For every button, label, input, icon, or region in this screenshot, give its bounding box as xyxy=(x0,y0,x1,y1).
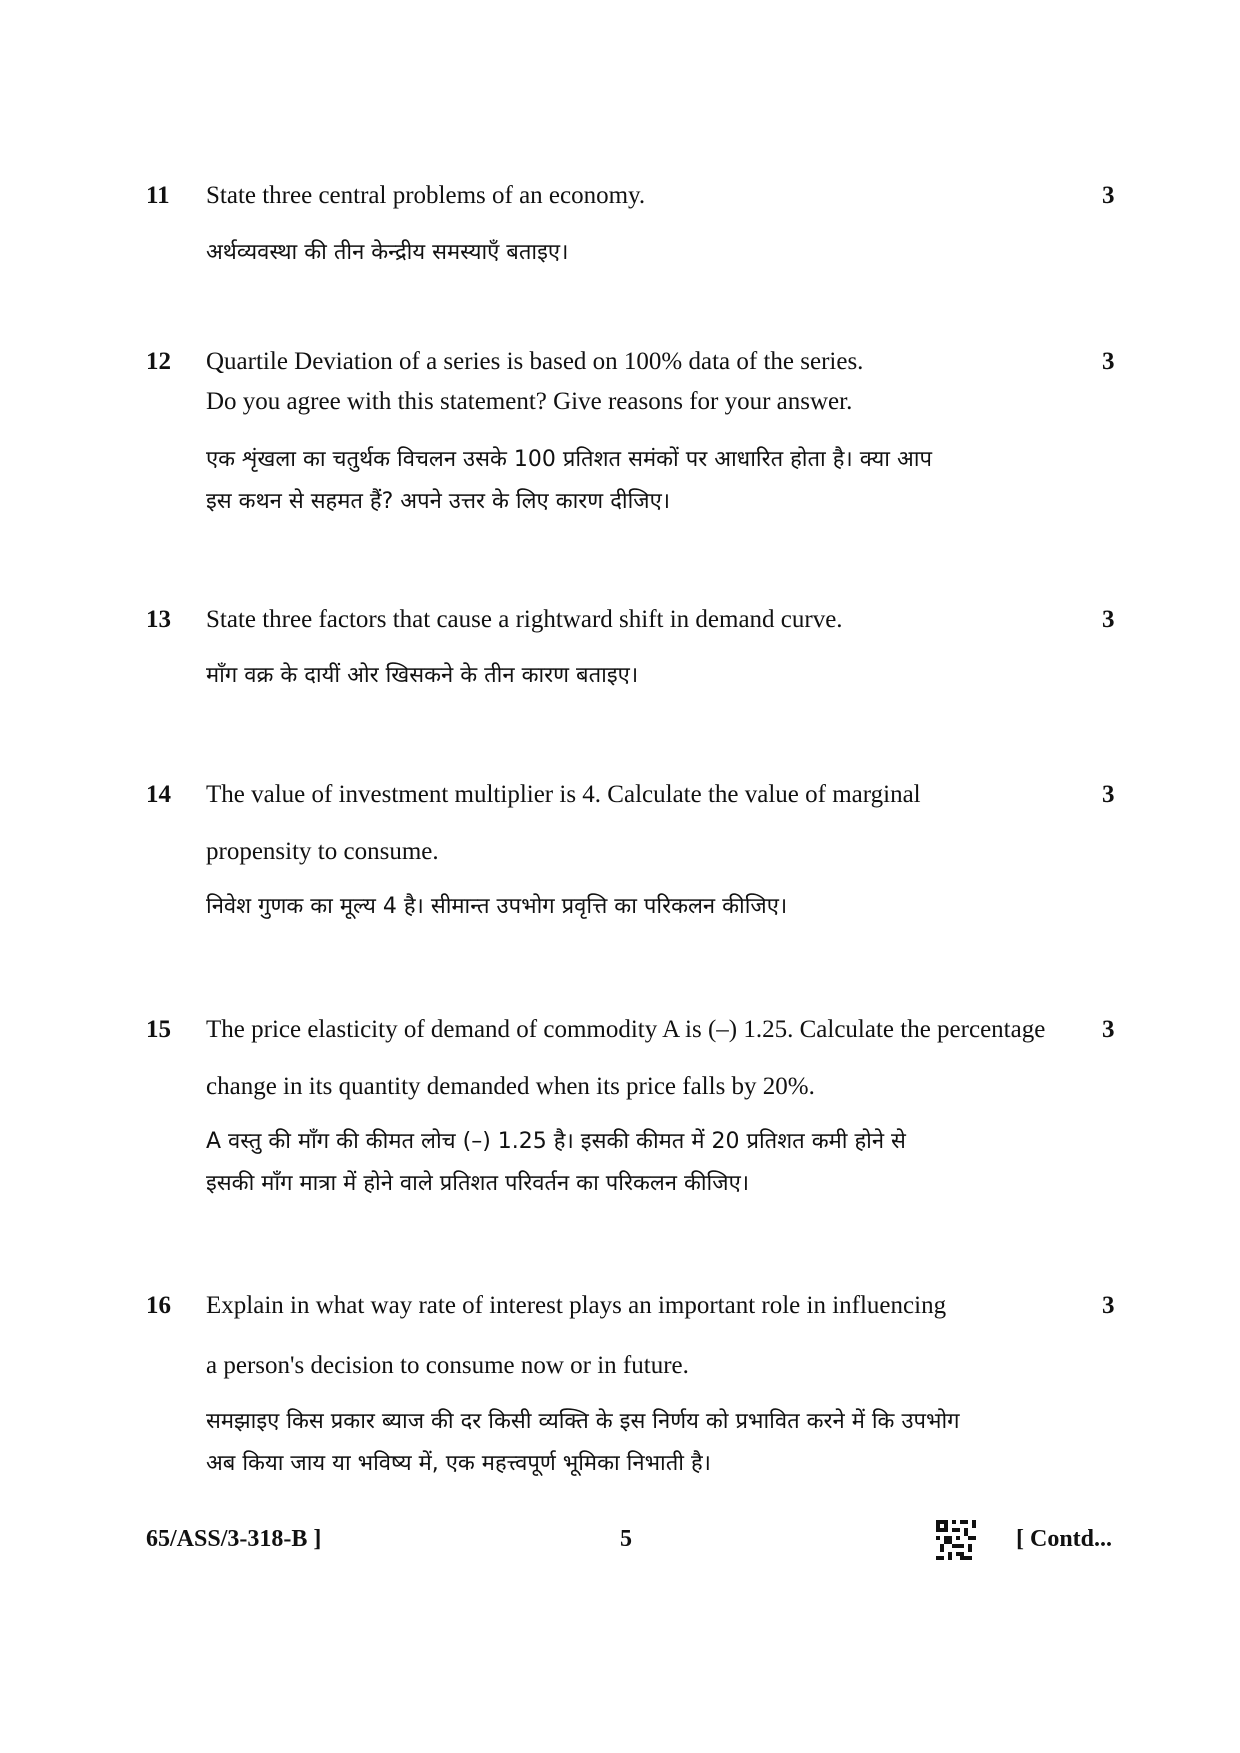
question-text-hindi: A वस्तु की माँग की कीमत लोच (–) 1.25 है। इसकी कीमत में 20 प्रतिशत कमी होने से xyxy=(206,1129,906,1154)
question-number: 14 xyxy=(146,781,171,808)
question-text-english: Explain in what way rate of interest plays an important role in influencing xyxy=(206,1292,947,1319)
question-text-english: propensity to consume. xyxy=(206,838,439,865)
question-text-english: The price elasticity of demand of commodity A is (–) 1.25. Calculate the percentage xyxy=(206,1016,1046,1043)
question-text-hindi: अब किया जाय या भविष्य में, एक महत्त्वपूर्ण भूमिका निभाती है। xyxy=(206,1451,711,1476)
question-text-english: Quartile Deviation of a series is based on 100% data of the series. xyxy=(206,348,864,375)
question-number: 15 xyxy=(146,1016,171,1043)
question-marks: 3 xyxy=(1102,1016,1115,1043)
question-marks: 3 xyxy=(1102,781,1115,808)
question-text-english: State three central problems of an economy. xyxy=(206,182,646,209)
question-text-hindi: एक शृंखला का चतुर्थक विचलन उसके 100 प्रतिशत समंकों पर आधारित होता है। क्या आप xyxy=(206,447,932,472)
question-text-english: State three factors that cause a rightward shift in demand curve. xyxy=(206,606,843,633)
question-text-hindi: अर्थव्यवस्था की तीन केन्द्रीय समस्याएँ बताइए। xyxy=(206,240,569,265)
question-number: 16 xyxy=(146,1292,171,1319)
question-number: 12 xyxy=(146,348,171,375)
question-text-hindi: निवेश गुणक का मूल्य 4 है। सीमान्त उपभोग प्रवृत्ति का परिकलन कीजिए। xyxy=(206,894,788,919)
question-text-english: change in its quantity demanded when its price falls by 20%. xyxy=(206,1073,815,1100)
question-number: 11 xyxy=(146,182,170,209)
question-marks: 3 xyxy=(1102,182,1115,209)
question-text-hindi: समझाइए किस प्रकार ब्याज की दर किसी व्यक्ति के इस निर्णय को प्रभावित करने में कि उपभोग xyxy=(206,1409,960,1434)
question-text-hindi: इसकी माँग मात्रा में होने वाले प्रतिशत परिवर्तन का परिकलन कीजिए। xyxy=(206,1171,750,1196)
question-text-hindi: इस कथन से सहमत हैं? अपने उत्तर के लिए कारण दीजिए। xyxy=(206,489,671,514)
question-text-english: Do you agree with this statement? Give reasons for your answer. xyxy=(206,388,853,415)
question-number: 13 xyxy=(146,606,171,633)
continued-label: [ Contd... xyxy=(1016,1526,1113,1552)
question-text-english: a person's decision to consume now or in future. xyxy=(206,1352,689,1379)
question-marks: 3 xyxy=(1102,1292,1115,1319)
question-marks: 3 xyxy=(1102,606,1115,633)
question-text-hindi: माँग वक्र के दायीं ओर खिसकने के तीन कारण बताइए। xyxy=(206,663,639,688)
question-marks: 3 xyxy=(1102,348,1115,375)
question-text-english: The value of investment multiplier is 4. Calculate the value of marginal xyxy=(206,781,921,808)
qr-code-icon xyxy=(936,1520,976,1560)
paper-code: 65/ASS/3-318-B ] xyxy=(146,1526,322,1552)
page-number: 5 xyxy=(620,1526,632,1552)
